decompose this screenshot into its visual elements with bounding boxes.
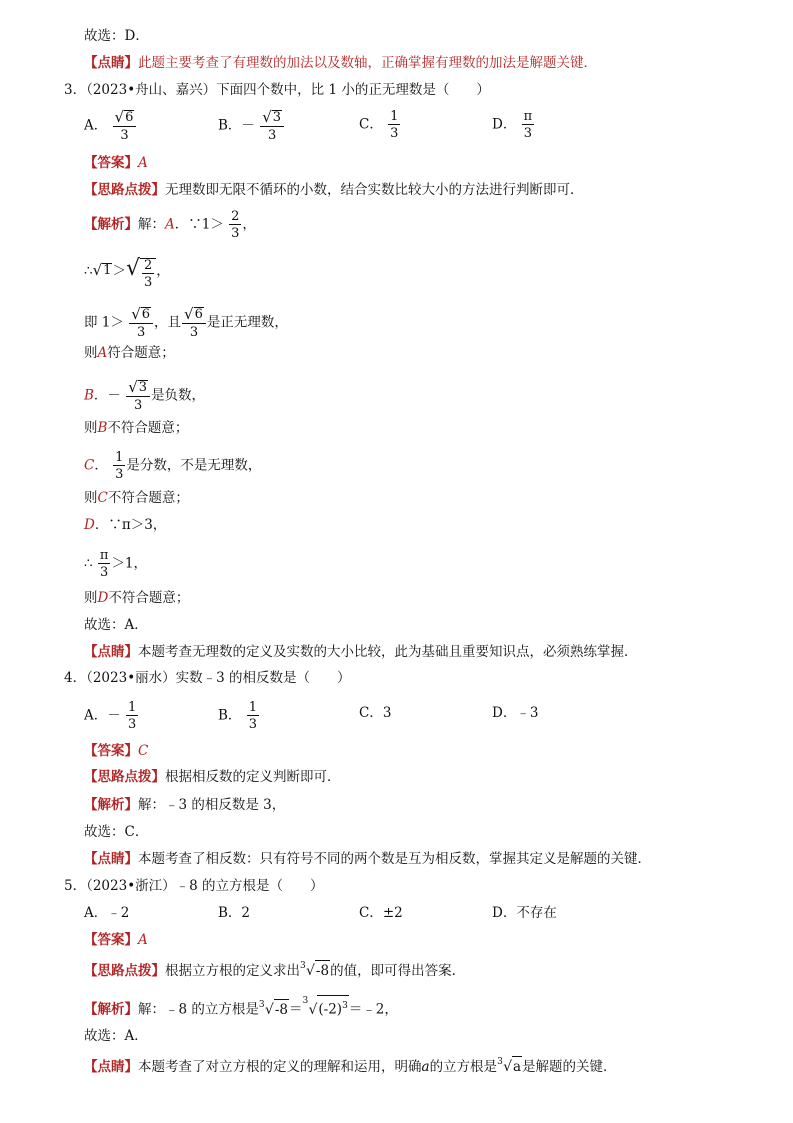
step-ze-c: 则C不符合题意； (84, 490, 189, 506)
cube-root: 3 √ -8 (300, 961, 330, 979)
step-d: D．∵π＞3， (84, 517, 167, 533)
commentary-5: 【点睛】本题考查了对立方根的定义的理解和运用，明确a的立方根是 3 √ a 是解题的关键． (84, 1057, 617, 1075)
step-c: C． $\frac{1}{3}$ 是分数，不是无理数， (84, 450, 262, 482)
commentary-tag: 【点睛】 (84, 55, 138, 71)
step-ji: 即 1＞ √ 6 3 ，且 √ 6 3 是正无理数， (84, 305, 288, 340)
sqrt-fraction: √ $\frac{2}{3}$ (126, 258, 156, 289)
question-4: 4．（2023•丽水）实数﹣3 的相反数是（ ） (64, 670, 351, 686)
cube-root: 3 √ -8 (258, 999, 288, 1018)
final-choice-3: 故选：A． (84, 617, 148, 633)
cube-root: 3 √ $(-2)^3$ (302, 996, 348, 1018)
q3-option-a: A． √ 6 3 (84, 110, 137, 142)
fraction: $\frac{1}{3}$ (115, 450, 124, 482)
q4-option-c: C．3 (359, 705, 392, 721)
fraction: √ 6 3 (129, 307, 153, 339)
answer-5: 【答案】A (84, 932, 148, 948)
step-therefore-2: ∴ $\frac{\pi}{3}$ ＞1， (84, 548, 148, 580)
hint-3: 【思路点拨】无理数即无限不循环的小数，结合实数比较大小的方法进行判断即可． (84, 182, 584, 198)
fraction: √ 3 3 (126, 380, 150, 412)
question-3: 3．（2023•舟山、嘉兴）下面四个数中，比 1 小的正无理数是（ ） (64, 82, 490, 98)
hint-5: 【思路点拨】根据立方根的定义求出 3 √ -8 的值，即可得出答案． (84, 961, 466, 979)
commentary-3: 【点睛】本题考查无理数的定义及实数的大小比较，此为基础且重要知识点，必须熟练掌握． (84, 644, 638, 660)
step-therefore-1: ∴ √ 1 ＞ √ $\frac{2}{3}$ ， (84, 256, 170, 290)
fraction: $\frac{\pi}{3}$ (99, 548, 109, 580)
q4-option-d: D．﹣3 (492, 705, 539, 721)
commentary-4: 【点睛】本题考查了相反数：只有符号不同的两个数是互为相反数，掌握其定义是解题的关键． (84, 851, 651, 867)
commentary-prev (84, 53, 597, 73)
final-choice-prev: 故选：D． (84, 28, 149, 44)
hint-4: 【思路点拨】根据相反数的定义判断即可． (84, 769, 341, 785)
fraction: √ 3 3 (260, 110, 284, 142)
commentary-text: 此题主要考查了有理数的加法以及数轴，正确掌握有理数的加法是解题关键． (138, 55, 597, 71)
q5-option-d: D．不存在 (492, 905, 557, 921)
step-b: B．－ √ 3 3 是负数， (84, 378, 206, 413)
q3-option-d: D． $\frac{\pi}{3}$ (492, 109, 533, 141)
step-ze-a: 则A符合题意； (84, 345, 175, 361)
answer-4: 【答案】C (84, 743, 149, 759)
final-choice-4: 故选：C． (84, 824, 149, 840)
question-5: 5．（2023•浙江）﹣8 的立方根是（ ） (64, 878, 324, 894)
fraction: $\frac{2}{3}$ (231, 209, 240, 241)
answer-3: 【答案】A (84, 155, 148, 171)
q4-option-b: B． $\frac{1}{3}$ (218, 700, 257, 732)
final-choice-5: 故选：A． (84, 1028, 148, 1044)
fraction: $\frac{1}{3}$ (248, 700, 257, 732)
q5-option-b: B．2 (218, 905, 251, 921)
cube-root: 3 √ a (497, 1057, 522, 1075)
q5-option-c: C．±2 (359, 905, 403, 921)
q5-option-a: A．﹣2 (84, 905, 130, 921)
q3-option-b: B．－ √ 3 3 (218, 110, 285, 142)
analysis-4: 【解析】解：﹣3 的相反数是 3， (84, 797, 286, 813)
step-ze-b: 则B不符合题意； (84, 420, 189, 436)
fraction: √ 6 3 (113, 110, 137, 142)
fraction: $\frac{\pi}{3}$ (523, 109, 533, 141)
fraction: √ 6 3 (182, 307, 206, 339)
q3-option-c: C． $\frac{1}{3}$ (359, 109, 399, 141)
analysis-3: 【解析】解：A．∵1＞ $\frac{2}{3}$ ， (84, 209, 256, 241)
q4-option-a: A．－ $\frac{1}{3}$ (84, 700, 137, 732)
step-ze-d: 则D不符合题意； (84, 590, 190, 606)
fraction: $\frac{1}{3}$ (390, 109, 399, 141)
fraction: $\frac{1}{3}$ (128, 700, 137, 732)
analysis-5: 【解析】解：﹣8 的立方根是 3 √ -8 ＝ 3 √ $(-2)^3$ ＝﹣2， (84, 996, 398, 1018)
